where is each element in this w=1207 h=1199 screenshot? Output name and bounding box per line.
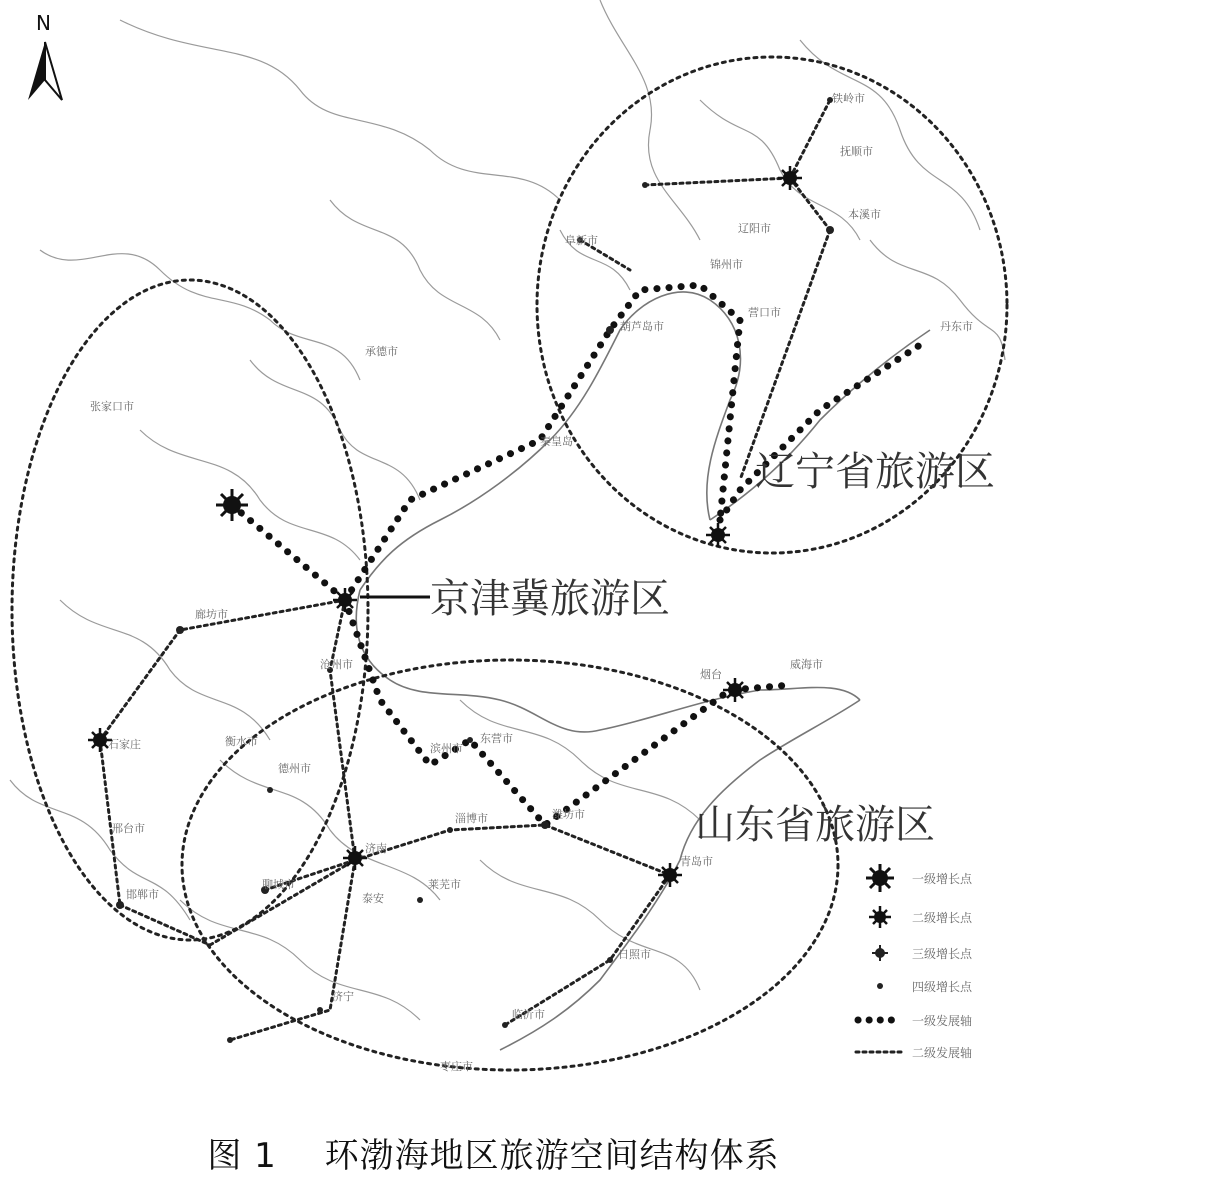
- city-label: 抚顺市: [840, 145, 873, 158]
- legend-item-third-growth-point: [872, 945, 888, 961]
- zone-boundary-jingjinji: [12, 280, 368, 940]
- city-label: 日照市: [618, 948, 651, 961]
- second-growth-points: [88, 166, 802, 887]
- growth-point-3: [606, 326, 614, 334]
- legend-label: 一级发展轴: [912, 1014, 973, 1028]
- growth-point-yantai: [723, 678, 747, 702]
- legend-item-second-growth-point: [869, 906, 891, 928]
- axis-2-h: [210, 860, 355, 945]
- city-label: 淄博市: [455, 812, 488, 825]
- city-label: 衡水市: [225, 735, 258, 748]
- zone-boundary-shandong: [182, 660, 838, 1070]
- growth-point-shenyang: [778, 166, 802, 190]
- city-label: 德州市: [278, 762, 311, 775]
- city-label: 秦皇岛: [540, 435, 573, 448]
- growth-point-beijing: [216, 489, 248, 521]
- growth-point-3: [541, 821, 549, 829]
- city-label: 聊城市: [262, 878, 295, 891]
- city-label: 济宁: [332, 990, 354, 1003]
- north-arrow: [28, 11, 62, 100]
- legend: [856, 864, 973, 1060]
- growth-point-3: [826, 226, 834, 234]
- axis-2-k: [790, 100, 830, 178]
- city-label: 威海市: [790, 658, 823, 671]
- city-label: 邢台市: [112, 822, 145, 835]
- axis-1-a: [232, 505, 345, 600]
- city-label: 滨州市: [430, 742, 463, 755]
- coastline: [356, 292, 930, 1050]
- growth-point-4: [267, 787, 273, 793]
- city-label: 枣庄市: [440, 1060, 473, 1073]
- city-label: 葫芦岛市: [620, 320, 664, 333]
- growth-point-4: [447, 827, 453, 833]
- city-label: 东营市: [480, 732, 513, 745]
- city-label: 烟台: [700, 668, 722, 681]
- second-level-axes: [100, 100, 830, 1040]
- city-label: 邯郸市: [126, 888, 159, 901]
- growth-point-4: [642, 182, 648, 188]
- axis-2-b: [100, 630, 180, 740]
- caption-number: 图 1: [207, 1136, 277, 1176]
- growth-point-4: [417, 897, 423, 903]
- zone-label-liaoning: 辽宁省旅游区: [755, 449, 995, 495]
- growth-point-4: [467, 737, 473, 743]
- city-label: 沧州市: [320, 658, 353, 671]
- figure-caption: [0, 1128, 1207, 1177]
- growth-point-4: [607, 957, 613, 963]
- city-label: 济南: [365, 842, 387, 855]
- city-label: 丹东市: [940, 320, 973, 333]
- zone-label-jingjinji: 京津冀旅游区: [430, 576, 670, 622]
- city-label: 潍坊市: [552, 808, 585, 821]
- growth-point-4: [502, 1022, 508, 1028]
- city-label: 张家口市: [90, 400, 134, 413]
- legend-label: 二级增长点: [912, 911, 973, 925]
- growth-point-4: [227, 1037, 233, 1043]
- legend-label: 三级增长点: [912, 947, 973, 961]
- legend-label: 一级增长点: [912, 872, 973, 886]
- legend-label: 二级发展轴: [912, 1046, 973, 1060]
- caption-title: 环渤海地区旅游空间结构体系: [324, 1136, 780, 1176]
- city-label: 莱芜市: [428, 878, 461, 891]
- first-level-axes: [232, 285, 920, 825]
- city-label: 辽阳市: [738, 222, 771, 235]
- legend-item-fourth-growth-point: [877, 983, 883, 989]
- first-growth-points: [216, 489, 248, 521]
- north-label: N: [36, 11, 51, 35]
- north-arrow-icon: [28, 42, 45, 100]
- zone-labels: [360, 449, 995, 848]
- minor-growth-points: [116, 97, 834, 1043]
- growth-point-4: [317, 1007, 323, 1013]
- axis-2-e: [330, 600, 355, 860]
- city-label: 锦州市: [710, 258, 743, 271]
- city-label: 青岛市: [680, 855, 713, 868]
- city-label: 承德市: [365, 345, 398, 358]
- axis-2-f: [355, 825, 670, 875]
- legend-item-first-growth-point: [866, 864, 894, 892]
- city-label: 营口市: [748, 306, 781, 319]
- city-label: 铁岭市: [832, 92, 865, 105]
- zone-label-shandong: 山东省旅游区: [695, 802, 935, 848]
- growth-point-3: [116, 901, 124, 909]
- axis-2-j: [790, 178, 830, 230]
- growth-point-qingdao: [658, 863, 682, 887]
- axis-2-l: [740, 230, 830, 480]
- city-label: 泰安: [362, 892, 384, 905]
- city-label: 临沂市: [512, 1008, 545, 1021]
- city-label: 阜新市: [565, 234, 598, 247]
- city-label: 本溪市: [848, 208, 881, 221]
- city-label: 石家庄: [108, 738, 141, 751]
- city-label: 廊坊市: [195, 608, 228, 621]
- growth-point-3: [176, 626, 184, 634]
- axis-2-i: [645, 178, 790, 185]
- legend-label: 四级增长点: [912, 980, 973, 994]
